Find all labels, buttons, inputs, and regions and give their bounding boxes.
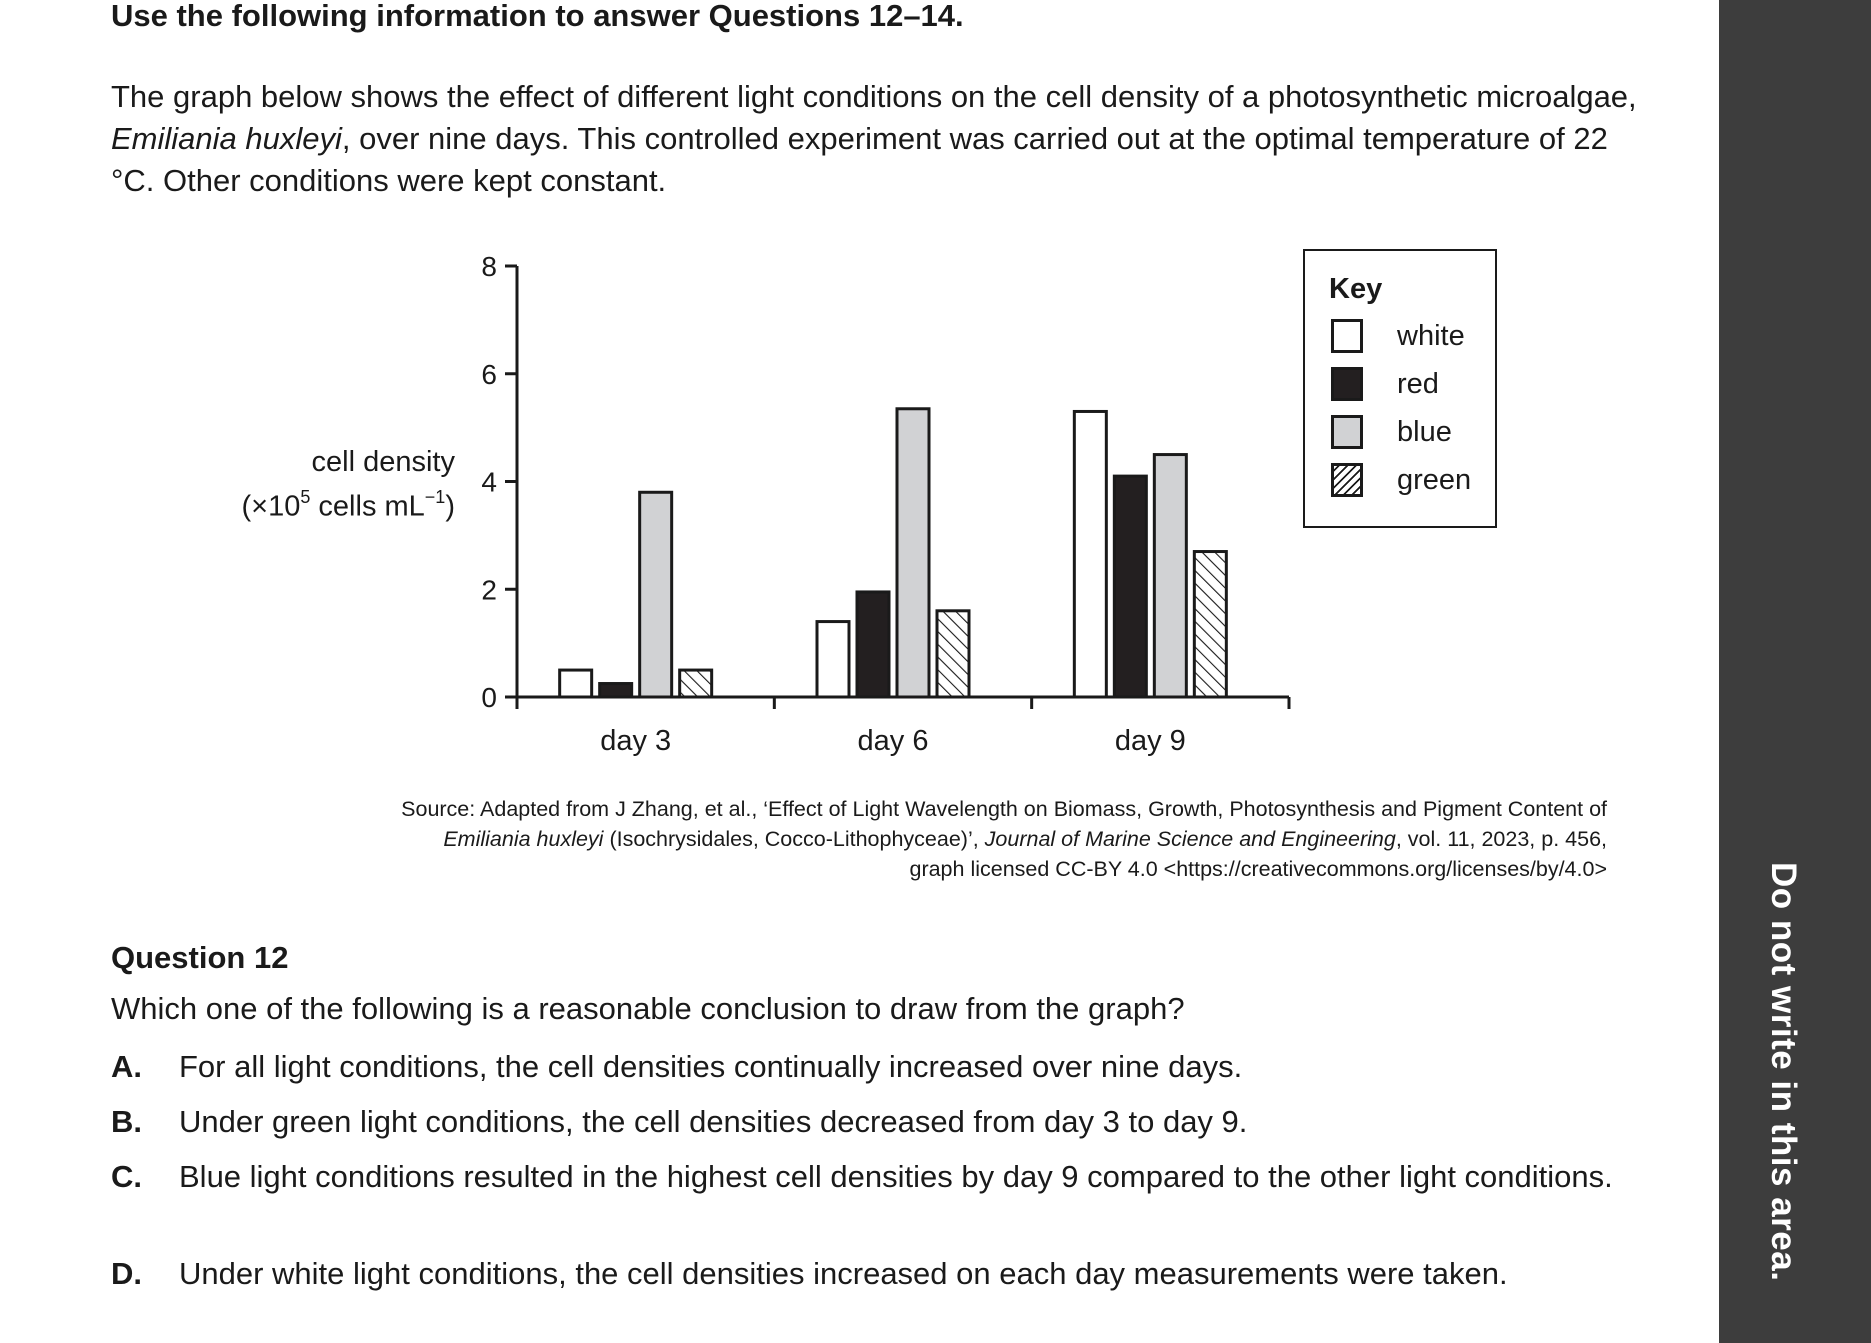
y-tick-label: 4: [481, 466, 497, 498]
option-text: Under white light conditions, the cell densities increased on each day measurements were taken.: [179, 1256, 1508, 1291]
option-text: Under green light conditions, the cell densities decreased from day 3 to day 9.: [179, 1104, 1248, 1139]
bar-white-day-9: [1074, 411, 1106, 697]
x-tick-label: day 3: [600, 725, 672, 757]
y-tick-label: 0: [481, 682, 497, 713]
question-title: Question 12: [111, 940, 289, 975]
legend-label-red: red: [1397, 368, 1439, 400]
question-stem: Which one of the following is a reasonable conclusion to draw from the graph?: [111, 991, 1185, 1026]
legend-swatch-blue: [1331, 415, 1363, 449]
bar-blue-day-6: [897, 409, 929, 697]
legend-swatch-green: [1331, 463, 1363, 497]
option-letter: C.: [111, 1159, 142, 1194]
option-letter: A.: [111, 1049, 142, 1084]
option-letter: D.: [111, 1256, 142, 1291]
legend-label-blue: blue: [1397, 416, 1452, 448]
y-tick-label: 2: [481, 574, 497, 606]
source-species: Emiliania huxleyi: [443, 827, 604, 851]
y-axis-unit-prefix: (×10: [241, 490, 301, 523]
bar-blue-day-9: [1154, 455, 1186, 697]
bar-blue-day-3: [640, 492, 672, 697]
intro-text-1: The graph below shows the effect of different light conditions on the cell density of a photosynthetic microalgae,: [111, 79, 1637, 114]
legend-title: Key: [1329, 273, 1383, 305]
sidebar-notice: Do not write in this area.: [1764, 862, 1803, 1282]
legend-box: [1303, 249, 1497, 528]
bar-green-day-9: [1194, 552, 1226, 697]
bar-red-day-6: [857, 592, 889, 697]
x-tick-label: day 9: [1114, 725, 1186, 757]
bar-red-day-3: [600, 684, 632, 697]
legend-label-green: green: [1397, 464, 1472, 496]
y-axis-unit-suffix: ): [445, 490, 455, 523]
source-line-2-end: , vol. 11, 2023, p. 456,: [1395, 827, 1607, 851]
y-tick-label: 6: [481, 358, 497, 390]
y-axis-label-line1: cell density: [311, 446, 455, 478]
option-letter: B.: [111, 1104, 142, 1139]
source-line-2-mid: (Isochrysidales, Cocco-Lithophyceae)’,: [603, 827, 985, 851]
legend-swatch-white: [1331, 319, 1363, 353]
y-axis-unit-exponent: 5: [300, 487, 311, 507]
option-text: Blue light conditions resulted in the highest cell densities by day 9 compared to the other light conditions.: [179, 1159, 1613, 1194]
intro-text-2: , over nine days. This controlled experiment was carried out at the optimal temperature of 22 °C. Other conditions were kept constant.: [111, 121, 1608, 198]
info-heading: Use the following information to answer Questions 12–14.: [111, 0, 964, 33]
y-axis-unit-exponent-2: −1: [424, 487, 446, 507]
source-line-1: Source: Adapted from J Zhang, et al., ‘Effect of Light Wavelength on Biomass, Growth, Photosynthesis and Pigment Content of: [401, 797, 1607, 821]
legend-label-white: white: [1397, 320, 1465, 352]
bar-white-day-3: [560, 670, 592, 697]
bar-white-day-6: [817, 622, 849, 697]
source-journal: Journal of Marine Science and Engineering: [984, 827, 1396, 851]
x-tick-label: day 6: [857, 725, 929, 757]
y-tick-label: 8: [481, 251, 497, 282]
species-name: Emiliania huxleyi: [111, 121, 342, 156]
source-line-2: [401, 824, 1607, 854]
option-text: For all light conditions, the cell densities continually increased over nine days.: [179, 1049, 1243, 1084]
bar-green-day-6: [937, 611, 969, 697]
y-axis-unit-mid: cells mL: [310, 490, 425, 523]
bar-red-day-9: [1114, 476, 1146, 697]
source-line-3: graph licensed CC-BY 4.0 <https://creativecommons.org/licenses/by/4.0>: [909, 857, 1607, 881]
legend-swatch-red: [1331, 367, 1363, 401]
bar-green-day-3: [680, 670, 712, 697]
source-citation: [401, 794, 1607, 884]
